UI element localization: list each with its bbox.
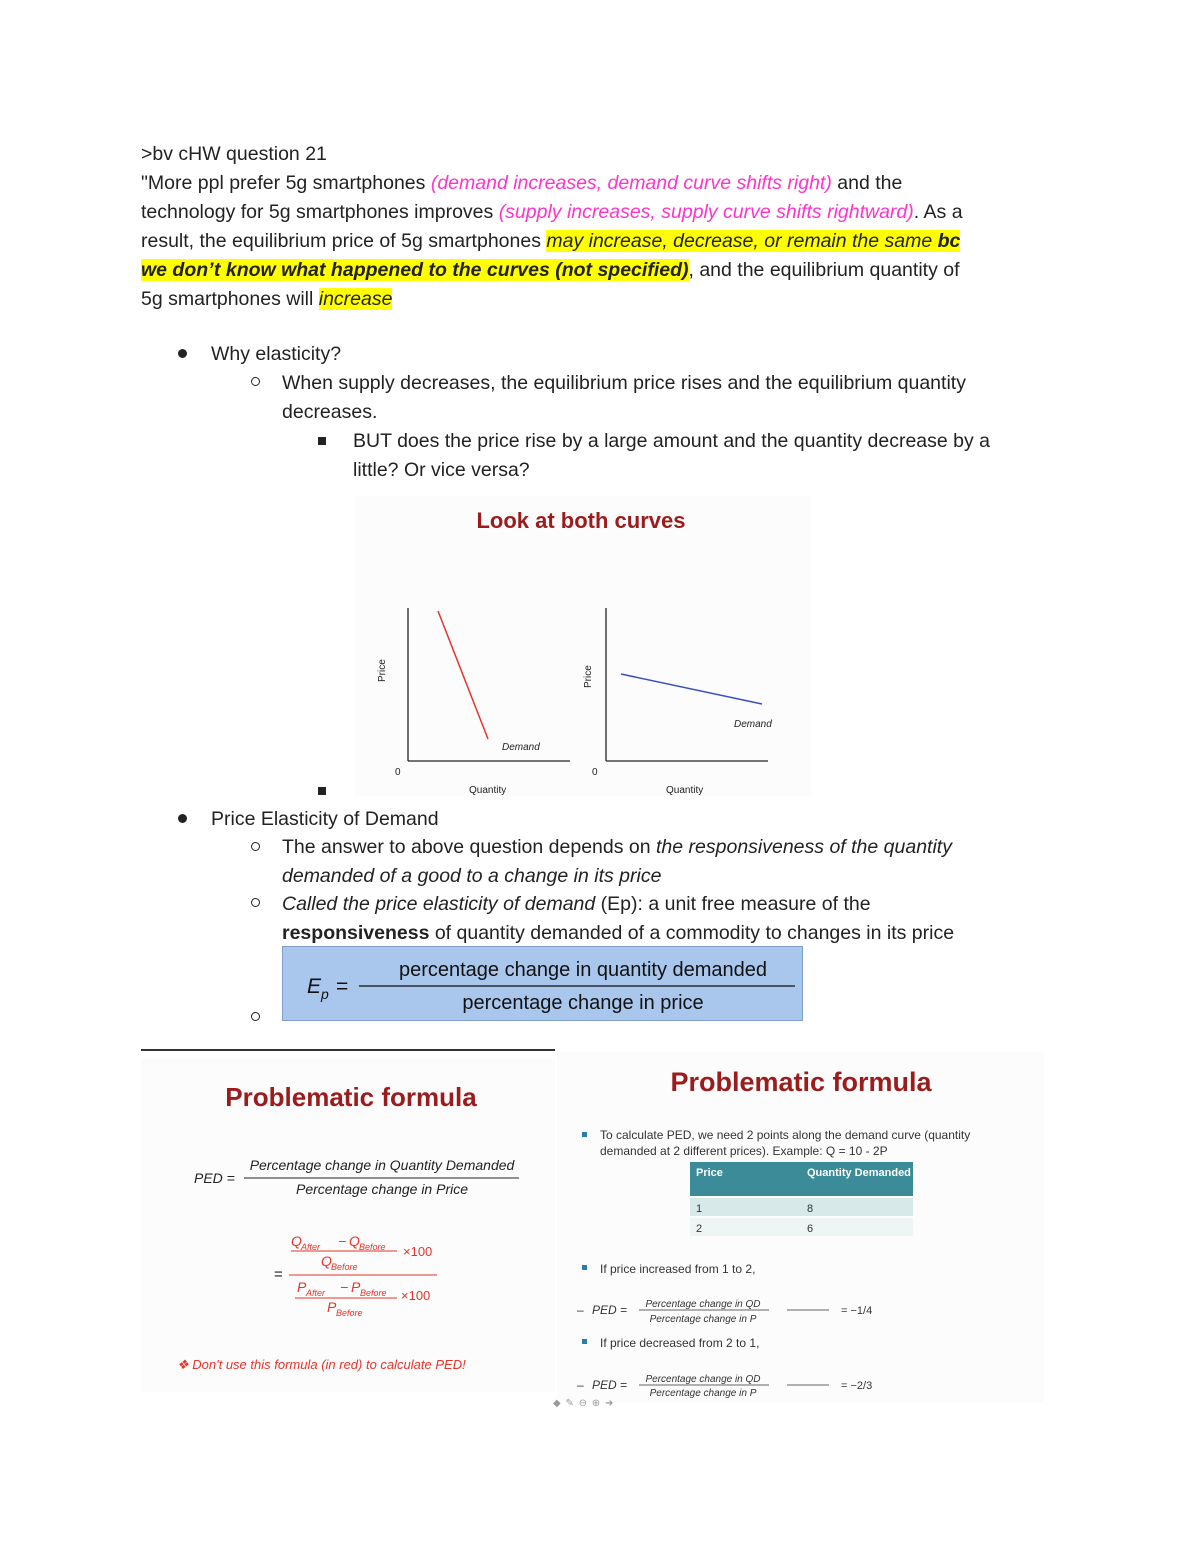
text: and the <box>831 172 903 194</box>
supply-note: (supply increases, supply curve shifts rightward) <box>498 201 914 223</box>
left-demand-line <box>438 611 488 739</box>
left-ylabel: Price <box>377 659 388 682</box>
highlight: increase <box>318 288 393 310</box>
text: , and the equilibrium quantity of <box>688 259 960 281</box>
q-before-sub: Before <box>359 1242 386 1252</box>
dash: – <box>577 1378 584 1392</box>
bullet-square <box>582 1339 587 1344</box>
figure-title: Look at both curves <box>476 508 686 533</box>
q-before-den: Q <box>321 1253 332 1269</box>
right-origin: 0 <box>592 767 598 778</box>
minus-2: − <box>340 1279 349 1295</box>
text: . As a <box>913 201 963 223</box>
slide-left-svg <box>141 1058 555 1392</box>
p-after-sub: After <box>306 1288 326 1298</box>
divider-line <box>141 1049 555 1051</box>
table-header-price: Price <box>696 1167 723 1179</box>
slide-right-title: Problematic formula <box>670 1067 932 1097</box>
q-before-den-sub: Before <box>331 1262 358 1272</box>
text: The answer to above question depends on <box>282 836 657 858</box>
slide-right-svg <box>557 1052 1044 1402</box>
bullet-square <box>582 1265 587 1270</box>
bullet3: If price decreased from 2 to 1, <box>600 1336 760 1350</box>
highlight-bold: bc <box>937 230 961 252</box>
formula-numerator: percentage change in quantity demanded <box>398 959 768 981</box>
right-curve-label: Demand <box>734 719 772 730</box>
bullet-dot <box>178 814 187 823</box>
ped-sub1-cont: demanded of a good to a change in its price <box>282 865 662 887</box>
formula-svg <box>283 947 804 1022</box>
left-origin: 0 <box>395 767 401 778</box>
elasticity-sub1: When supply decreases, the equilibrium price rises and the equilibrium quantity <box>282 372 966 394</box>
curves-figure <box>355 496 810 796</box>
ped-label: PED = <box>194 1170 235 1186</box>
elasticity-sub1-cont: decreases. <box>282 401 378 423</box>
left-curve-label: Demand <box>502 742 540 753</box>
p-before-den: P <box>327 1299 337 1315</box>
q-after-sub: After <box>301 1242 321 1252</box>
f2-result: = −2/3 <box>841 1380 873 1392</box>
formula-denominator: percentage change in price <box>462 992 704 1014</box>
red-formula <box>289 1233 437 1318</box>
times-100-a: ×100 <box>403 1244 433 1259</box>
right-xlabel: Quantity <box>666 785 704 796</box>
bullet-circle <box>251 1012 260 1021</box>
p-before: P <box>351 1279 361 1295</box>
f1-lhs: PED = <box>592 1303 628 1317</box>
p-before-sub: Before <box>360 1288 387 1298</box>
italic-text: Called the price elasticity of demand <box>282 893 596 915</box>
f1-result: = −1/4 <box>841 1305 873 1317</box>
text: technology for 5g smartphones improves <box>141 201 499 223</box>
formula-box <box>282 946 803 1021</box>
ped-heading: Price Elasticity of Demand <box>211 808 439 830</box>
curves-svg <box>355 496 810 796</box>
ep-symbol: E <box>307 975 322 998</box>
p-after: P <box>297 1279 307 1295</box>
table-cell: 2 <box>696 1223 703 1235</box>
ped-sub1 <box>282 833 952 862</box>
elasticity-sub2: BUT does the price rise by a large amount and the quantity decrease by a <box>353 430 991 452</box>
dash: – <box>577 1303 584 1317</box>
table-cell: 6 <box>807 1223 814 1235</box>
bullet2: If price increased from 1 to 2, <box>600 1262 756 1276</box>
ep-equals: = <box>336 975 349 998</box>
bullet-dot <box>178 349 187 358</box>
bold-text: responsiveness <box>282 922 430 944</box>
q-before: Q <box>349 1233 360 1249</box>
left-xlabel: Quantity <box>469 785 507 796</box>
bullet-square <box>582 1132 587 1137</box>
bullet-square <box>318 437 326 445</box>
minus-1: − <box>338 1233 347 1249</box>
slide-left <box>141 1058 555 1392</box>
text: (Ep): a unit free measure of the <box>595 893 871 915</box>
f1-num: Percentage change in QD <box>645 1299 761 1310</box>
demand-note: (demand increases, demand curve shifts right) <box>430 172 832 194</box>
table-header-quantity: Quantity Demanded <box>807 1167 911 1179</box>
eq-sign: = <box>274 1266 283 1283</box>
italic-text: the responsiveness of the quantity <box>656 836 952 858</box>
f2-num: Percentage change in QD <box>645 1374 761 1385</box>
why-elasticity: Why elasticity? <box>211 343 342 365</box>
ped-numerator: Percentage change in Quantity Demanded <box>249 1157 515 1173</box>
table-cell: 8 <box>807 1203 814 1215</box>
slide-controls[interactable]: ◆ ✎ ⊖ ⊕ ➜ <box>553 1398 615 1409</box>
question-line-3 <box>141 227 960 256</box>
question-line-1 <box>141 169 902 198</box>
bullet1-line2: demanded at 2 different prices). Example: Q = 10 - 2P <box>600 1144 888 1158</box>
question-heading: >bv cHW question 21 <box>141 143 327 165</box>
ped-denominator: Percentage change in Price <box>296 1181 468 1197</box>
highlight: may increase, decrease, or remain the same <box>546 230 938 252</box>
q-after: Q <box>291 1233 302 1249</box>
right-demand-line <box>621 674 762 704</box>
highlight-bold: we don’t know what happened to the curves (not specified) <box>141 259 689 281</box>
question-line-2 <box>141 198 963 227</box>
slide-left-title: Problematic formula <box>225 1082 477 1112</box>
table-row <box>690 1198 913 1216</box>
question-line-5 <box>141 285 392 314</box>
bullet-circle <box>251 842 260 851</box>
text: 5g smartphones will <box>141 288 319 310</box>
slide-right <box>557 1052 1044 1402</box>
bullet1-line1: To calculate PED, we need 2 points along the demand curve (quantity <box>600 1128 971 1142</box>
right-ylabel: Price <box>583 665 594 688</box>
f1-den: Percentage change in P <box>649 1314 757 1325</box>
warning-note: ❖ Don't use this formula (in red) to calculate PED! <box>177 1357 466 1372</box>
text: of quantity demanded of a commodity to changes in its price <box>429 922 955 944</box>
question-line-4 <box>141 256 960 285</box>
bullet-circle <box>251 898 260 907</box>
elasticity-sub2-cont: little? Or vice versa? <box>353 459 530 481</box>
p-before-den-sub: Before <box>336 1308 363 1318</box>
ped-sub2 <box>282 890 871 919</box>
bullet-circle <box>251 377 260 386</box>
table-cell: 1 <box>696 1203 703 1215</box>
f2-lhs: PED = <box>592 1378 628 1392</box>
text: result, the equilibrium price of 5g smartphones <box>141 230 547 252</box>
ped-sub2-cont <box>282 919 954 948</box>
f2-den: Percentage change in P <box>649 1388 757 1399</box>
ep-subscript: p <box>321 986 329 1002</box>
table-row <box>690 1218 913 1236</box>
times-100-b: ×100 <box>401 1288 431 1303</box>
bullet-square <box>318 787 326 795</box>
text: "More ppl prefer 5g smartphones <box>141 172 431 194</box>
